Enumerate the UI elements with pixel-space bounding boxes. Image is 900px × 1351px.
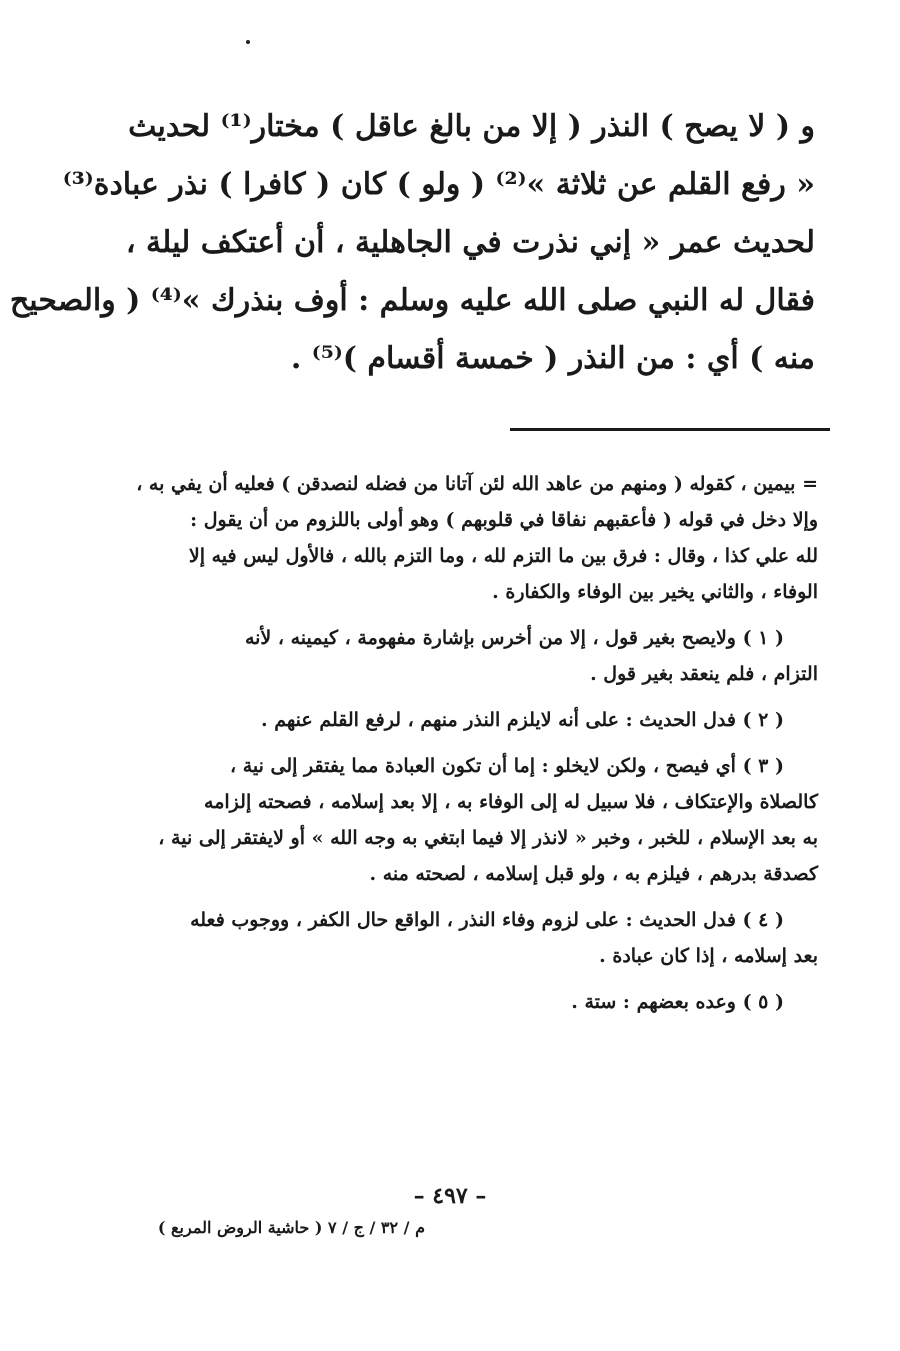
- footnote-line: ( ٣ ) أي فيصح ، ولكن لايخلو : إما أن تكون العبادة مما يفتقر إلى نية ،: [229, 755, 784, 777]
- footnote-line: الوفاء ، والثاني يخير بين الوفاء والكفارة .: [492, 581, 818, 603]
- footnote-line: التزام ، فلم ينعقد بغير قول .: [590, 663, 818, 685]
- footnote-line: ( ٢ ) فدل الحديث : على أنه لايلزم النذر منهم ، لرفع القلم عنهم .: [261, 709, 784, 731]
- footnotes: [100, 466, 818, 1030]
- footnote-line: كالصلاة والإعتكاف ، فلا سبيل له إلى الوفاء به ، إلا بعد إسلامه ، فصحته إلزامه: [204, 791, 818, 813]
- main-text-line: فقال له النبي صلى الله عليه وسلم : أوف بنذرك »⁽⁴⁾ ( والصحيح: [9, 283, 815, 318]
- footnote-separator: [510, 428, 830, 431]
- footnote-line: ( ٤ ) فدل الحديث : على لزوم وفاء النذر ، الواقع حال الكفر ، ووجوب فعله: [190, 909, 784, 931]
- footnote-line: = بيمين ، كقوله ( ومنهم من عاهد الله لئن آتانا من فضله لنصدقن ) فعليه أن يفي به ،: [136, 473, 818, 495]
- footnote-3: [100, 748, 818, 892]
- footnote-line: بعد إسلامه ، إذا كان عبادة .: [599, 945, 818, 967]
- footnote-line: كصدقة بدرهم ، فيلزم به ، ولو قبل إسلامه ، لصحته منه .: [369, 863, 818, 885]
- footnote-4: [100, 902, 818, 974]
- footnote-line: ( ١ ) ولايصح بغير قول ، إلا من أخرس بإشارة مفهومة ، كيمينه ، لأنه: [244, 627, 784, 649]
- printer-signature: م / ٣٢ / ج / ٧ ( حاشية الروض المربع ): [157, 1218, 425, 1237]
- main-text: [9, 98, 815, 388]
- footnote-2: [100, 702, 818, 738]
- ink-dot: [246, 40, 250, 44]
- main-text-line: و ( لا يصح ) النذر ( إلا من بالغ عاقل ) مختار⁽¹⁾ لحديث: [128, 109, 815, 144]
- footnote-line: لله علي كذا ، وقال : فرق بين ما التزم لله ، وما التزم بالله ، فالأول ليس فيه إلا: [188, 545, 818, 567]
- main-text-line: « رفع القلم عن ثلاثة »⁽²⁾ ( ولو ) كان ( كافرا ) نذر عبادة⁽³⁾: [62, 167, 815, 202]
- footnote-1: [100, 620, 818, 692]
- page-number: – ٤٩٧ –: [413, 1183, 487, 1209]
- footnote-continuation: [100, 466, 818, 610]
- footnote-line: به بعد الإسلام ، للخبر ، وخبر « لانذر إلا فيما ابتغي به وجه الله » أو لايفتقر إلى نية ،: [158, 827, 818, 849]
- footnote-line: ( ٥ ) وعده بعضهم : ستة .: [571, 991, 784, 1013]
- main-text-line: لحديث عمر « إني نذرت في الجاهلية ، أن أعتكف ليلة ،: [125, 225, 815, 260]
- footnote-5: [100, 984, 818, 1020]
- main-text-line: منه ) أي : من النذر ( خمسة أقسام )⁽⁵⁾ .: [290, 341, 815, 376]
- footnote-line: وإلا دخل في قوله ( فأعقبهم نفاقا في قلوبهم ) وهو أولى باللزوم من أن يقول :: [190, 509, 818, 531]
